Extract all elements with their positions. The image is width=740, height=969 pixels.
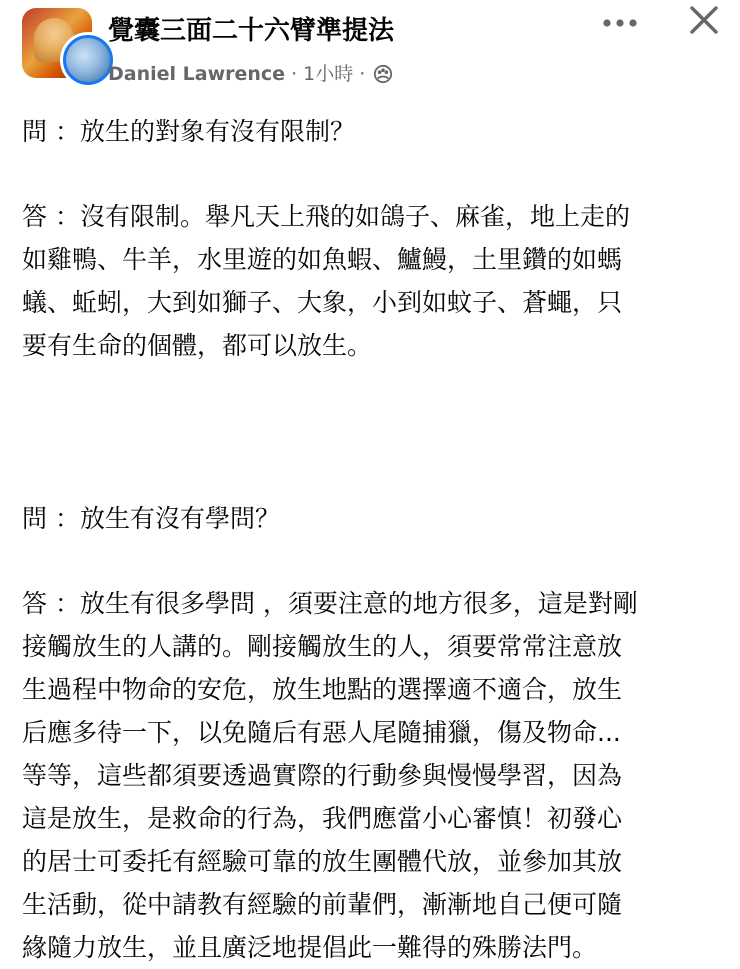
answer-2-line: 的居士可委托有經驗可靠的放生團體代放，並參加其放 <box>22 847 623 876</box>
answer-2-line: 這是放生，是救命的行為，我們應當小心審慎！初發心 <box>22 804 623 833</box>
close-icon <box>689 5 719 39</box>
answer-2-line: 等等，這些都須要透過實際的行動參與慢慢學習，因為 <box>22 761 623 790</box>
group-name-link[interactable]: 覺囊三面二十六臂準提法 <box>108 16 395 46</box>
question-2: 問 ：放生有沒有學問？ <box>22 504 280 533</box>
answer-2-line: 緣隨力放生，並且廣泛地提倡此一難得的殊勝法門。 <box>22 933 598 962</box>
avatar[interactable] <box>22 8 94 80</box>
group-privacy-icon[interactable] <box>373 64 393 84</box>
post-meta <box>108 60 393 88</box>
post-header <box>0 0 740 96</box>
answer-1 <box>22 195 722 367</box>
answer-1-line: 答 ：沒有限制。舉凡天上飛的如鴿子、麻雀，地上走的 <box>22 202 630 231</box>
post-text <box>22 110 722 969</box>
answer-2-line: 生活動，從中請教有經驗的前輩們，漸漸地自己便可隨 <box>22 890 623 919</box>
more-horizontal-icon <box>602 13 638 32</box>
answer-2-line: 接觸放生的人講的。剛接觸放生的人，須要常常注意放 <box>22 632 623 661</box>
more-options-button[interactable] <box>596 6 644 38</box>
answer-2 <box>22 582 722 969</box>
answer-1-line: 要有生命的個體，都可以放生。 <box>22 331 373 360</box>
post-timestamp[interactable]: 1小時 <box>303 63 354 85</box>
author-name-link[interactable]: Daniel Lawrence <box>108 63 286 85</box>
user-avatar-image <box>63 35 113 85</box>
close-button[interactable] <box>682 2 726 42</box>
answer-2-line: 答 ：放生有很多學問 ，須要注意的地方很多，這是對剛 <box>22 589 638 618</box>
meta-separator: · <box>359 63 366 85</box>
answer-1-line: 如雞鴨、牛羊，水里遊的如魚蝦、鱸鰻，土里鑽的如螞 <box>22 245 623 274</box>
question-1: 問 ：放生的對象有沒有限制？ <box>22 117 355 146</box>
answer-2-line: 后應多待一下，以免隨后有惡人尾隨捕獵，傷及物命... <box>22 718 621 747</box>
meta-separator: · <box>291 63 298 85</box>
answer-1-line: 蟻、蚯蚓，大到如獅子、大象，小到如蚊子、蒼蠅，只 <box>22 288 623 317</box>
answer-2-line: 生過程中物命的安危，放生地點的選擇適不適合，放生 <box>22 675 623 704</box>
